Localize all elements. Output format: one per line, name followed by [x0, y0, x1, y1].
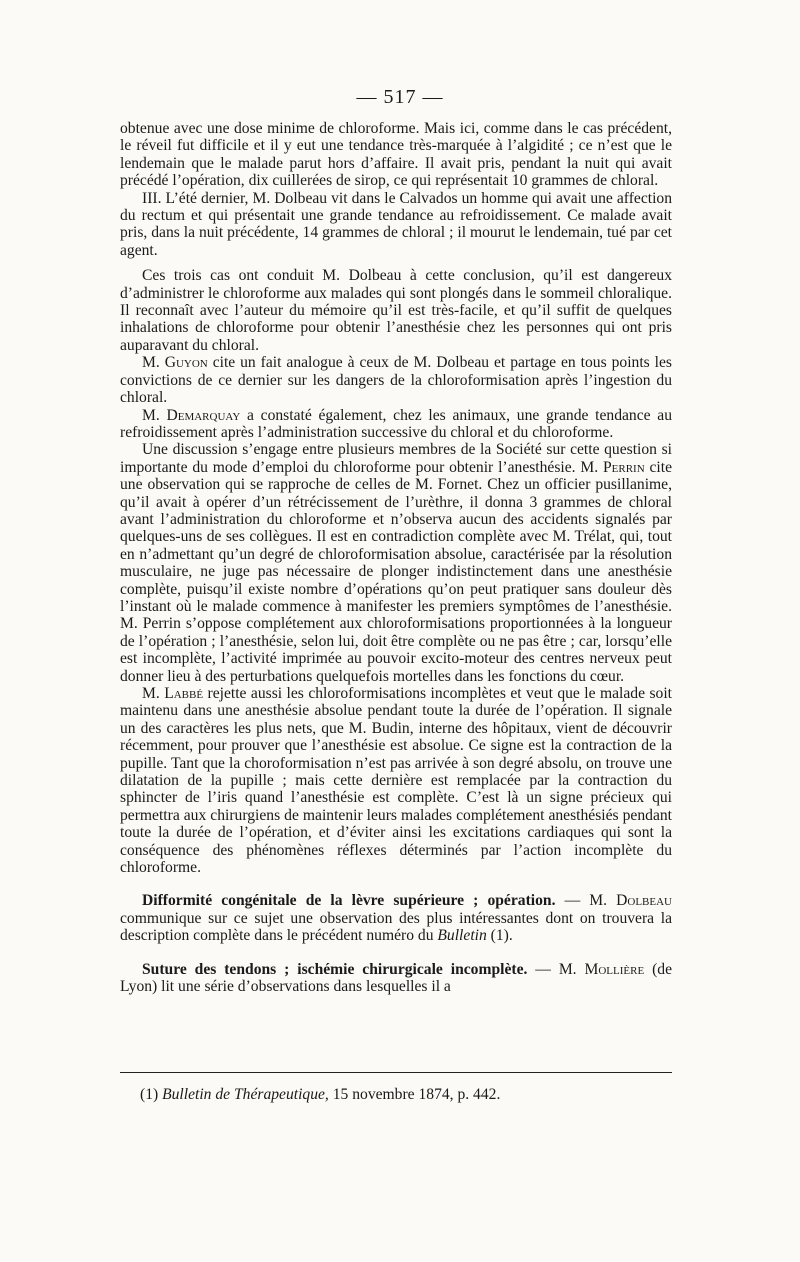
paragraph-7 — [120, 685, 672, 876]
page-number: — 517 — — [356, 86, 444, 108]
paragraph-text: Une discussion s’engage entre plusieurs membres de la Société sur cette question si importante du mode d’emploi du chloroforme pour obtenir l’anesthésie. — [120, 441, 672, 476]
section-1 — [120, 892, 672, 944]
paragraph-text: cite une observation qui se rapproche de celles de M. Fornet. Chez un officier pusillanime, qu’il avait à opérer d’un rétrécissement de l’urèthre, il donna 3 grammes de chloral avant l’administration du chloroforme et n’observa aucun des accidents signalés par quelques-uns de ses collègues. Il est en contradiction complète avec M. Trélat, qui, tout en n’admettant qu’un degré de chloroformisation absolue, caractérisée par la résolution musculaire, ne juge pas nécessaire de plonger indistinctement dans une anesthésie complète, puisqu’il existe nombre d’opérations qu’on peut pratiquer sans douleur dès l’instant où le malade commence à manifester les premiers symptômes de l’anesthésie. M. Perrin s’oppose complétement aux chloroformisations proportionnées à la longueur de l’opération ; l’anesthésie, selon lui, doit être complète ou ne pas être ; car, lorsqu’elle est incomplète, l’activité imprimée au pouvoir excito-moteur des centres nerveux peut donner lieu à des perturbations quelquefois mortelles dans les fonctions du cœur. — [120, 458, 672, 685]
footnote-rule — [120, 1072, 672, 1073]
paragraph-text: communique sur ce sujet une observation des plus intéressantes dont on trouvera la description complète dans le précédent numéro du — [120, 909, 672, 945]
main-text — [120, 120, 672, 996]
footnote-text: 15 novembre 1874, p. 442. — [328, 1086, 501, 1103]
speaker-name: M. Dolbeau — [589, 892, 672, 910]
footnote-mark: (1) — [140, 1086, 163, 1103]
paragraph-1: obtenue avec une dose minime de chloroforme. Mais ici, comme dans le cas précédent, le réveil fut difficile et il y eut une tendance très-marquée à l’algidité ; ce n’est que le lendemain que le malade parut hors d’affaire. Il avait pris, pendant la nuit qui avait précédé l’opération, dix cuillerées de sirop, ce qui représentait 10 grammes de chloral. — [120, 120, 672, 190]
footnote-journal: Bulletin de Thérapeutique, — [162, 1086, 329, 1103]
paragraph-2: III. L’été dernier, M. Dolbeau vit dans le Calvados un homme qui avait une affection du rectum et qui présentait une grande tendance au refroidissement. Ce malade avait pris, dans la nuit précédente, 14 grammes de chloral ; il mourut le lendemain, tué par cet agent. — [120, 189, 672, 259]
section-heading: Suture des tendons ; ischémie chirurgicale incomplète. — [142, 960, 528, 978]
footnote — [140, 1086, 680, 1104]
journal-title: Bulletin — [437, 927, 487, 945]
paragraph-4 — [120, 354, 672, 406]
paragraph-text: (de Lyon) lit une série d’observations dans lesquelles il a — [120, 960, 672, 996]
paragraph-text: cite un fait analogue à ceux de M. Dolbeau et partage en tous points les convictions de ce dernier sur les dangers de la chloroformisation après l’ingestion du chloral. — [120, 354, 672, 407]
dash: — — [555, 892, 590, 910]
paragraph-6 — [120, 441, 672, 685]
paragraph-3: Ces trois cas ont conduit M. Dolbeau à cette conclusion, qu’il est dangereux d’administrer le chloroforme aux malades qui sont plongés dans le sommeil chloralique. Il reconnaît avec l’auteur du mémoire qu’il est très-facile, et qu’il suffit de quelques inhalations de chloroforme pour obtenir l’anesthésie chez les personnes qui ont pris auparavant du chloral. — [120, 267, 672, 354]
speaker-name: M. Guyon — [142, 354, 208, 372]
dash: — — [527, 960, 559, 978]
paragraph-text: rejette aussi les chloroformisations incomplètes et veut que le malade soit maintenu dans une anesthésie absolue pendant toute la durée de l’opération. Il signale un des caractères les plus nets, que M. Budin, interne des hôpitaux, vient de découvrir récemment, pour prouver que l’anesthésie est absolue. Ce signe est la contraction de la pupille. Tant que la choroformisation n’est pas arrivée à son degré absolu, on trouve une dilatation de la pupille ; mais cette dernière est remplacée par la contraction du sphincter de l’iris quand l’anesthésie est complète. C’est là un signe précieux qui permettra aux chirurgiens de maintenir leurs malades complétement anesthésiés pendant toute la durée de l’opération, et d’éviter ainsi les excitations cardiaques qui sont la conséquence des phénomènes réflexes déterminés par l’action incomplète du chloroforme. — [120, 685, 672, 877]
paragraph-5 — [120, 407, 672, 442]
speaker-name: M. Mollière — [558, 960, 645, 978]
section-2 — [120, 961, 672, 996]
footnote-ref: (1). — [486, 927, 513, 945]
speaker-name: M. Demarquay — [142, 406, 241, 424]
section-heading: Difformité congénitale de la lèvre supérieure ; opération. — [142, 892, 556, 910]
speaker-name: M. Perrin — [580, 458, 645, 476]
paragraph-text: a constaté également, chez les animaux, une grande tendance au refroidissement après l’administration successive du chloral et du chloroforme. — [120, 406, 672, 441]
speaker-name: M. Labbé — [142, 685, 204, 702]
